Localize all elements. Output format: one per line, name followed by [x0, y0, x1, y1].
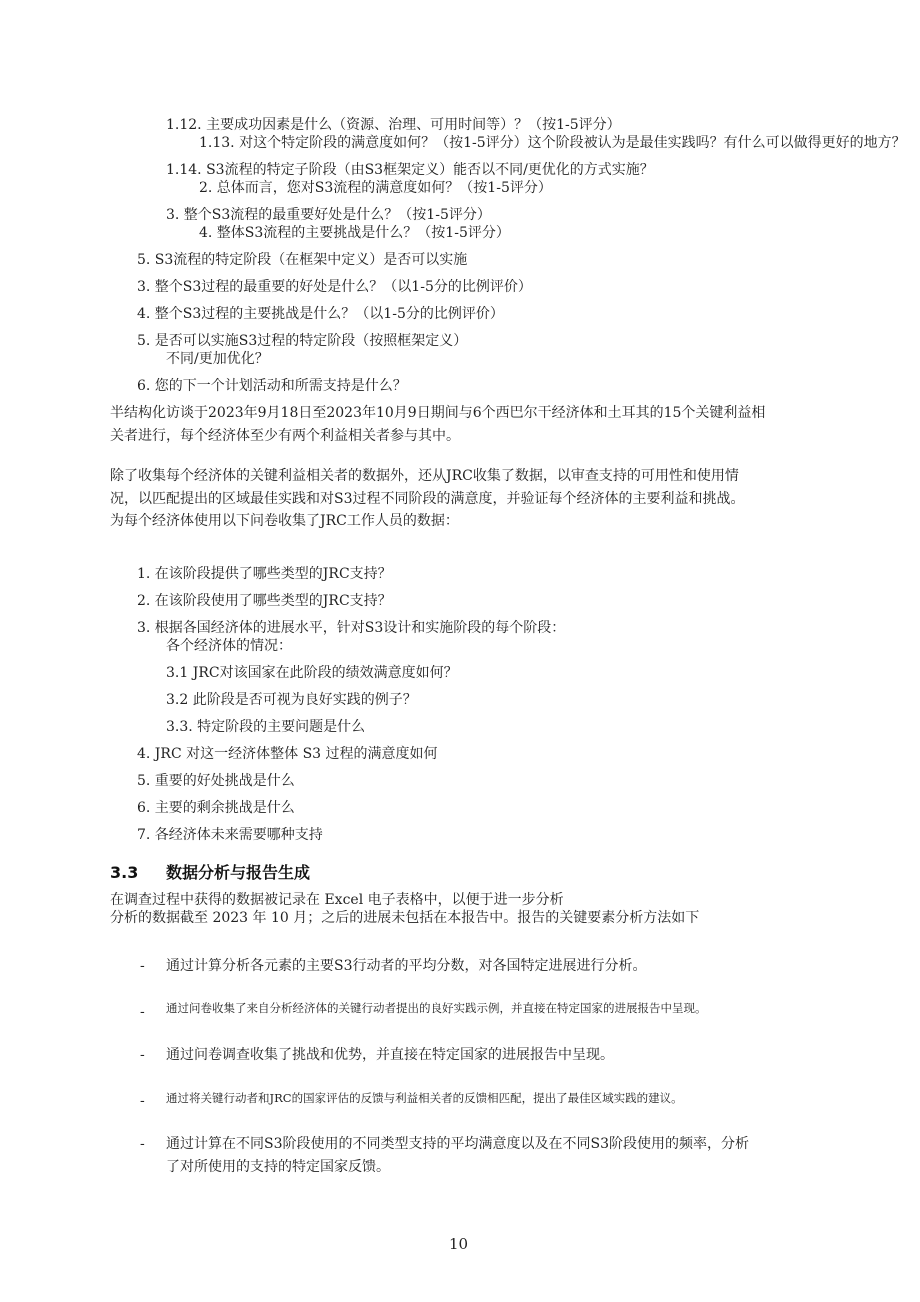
jrc-question-2: 2. 在该阶段使用了哪些类型的JRC支持？: [137, 593, 392, 609]
question-5: 5. S3流程的特定阶段（在框架中定义）是否可以实施: [137, 252, 468, 268]
jrc-question-3-2: 3.2 此阶段是否可视为良好实践的例子？: [166, 692, 417, 708]
question-6: 6. 您的下一个计划活动和所需支持是什么？: [137, 378, 407, 394]
question-4-alt: 4. 整个S3过程的主要挑战是什么？（以1-5分的比例评价）: [137, 306, 504, 322]
interviews-paragraph-line-2: 关者进行，每个经济体至少有两个利益相关者参与其中。: [110, 428, 460, 444]
question-3: 3. 整个S3流程的最重要好处是什么？（按1-5评分）: [166, 207, 491, 223]
bullet-text-line-1: 通过计算在不同S3阶段使用的不同类型支持的平均满意度以及在不同S3阶段使用的频率，分析: [166, 1136, 749, 1152]
jrc-question-5: 5. 重要的好处挑战是什么: [137, 773, 295, 789]
bullet-dash: -: [140, 1136, 145, 1152]
question-1-13: 1.13. 对这个特定阶段的满意度如何？（按1-5评分）这个阶段被认为是最佳实践吗？有什么可以做得更好的地方？: [199, 135, 906, 151]
interviews-paragraph-line-1: 半结构化访谈于2023年9月18日至2023年10月9日期间与6个西巴尔干经济体和土耳其的15个关键利益相: [110, 405, 766, 421]
jrc-question-6: 6. 主要的剩余挑战是什么: [137, 800, 295, 816]
page-number: 10: [449, 1235, 469, 1253]
bullet-dash: -: [140, 1047, 145, 1063]
jrc-question-3-1: 3.1 JRC对该国家在此阶段的绩效满意度如何？: [166, 665, 458, 681]
bullet-text: 通过问卷调查收集了挑战和优势，并直接在特定国家的进展报告中呈现。: [166, 1047, 614, 1063]
bullet-text-line-2: 了对所使用的支持的特定国家反馈。: [166, 1159, 390, 1175]
bullet-text: 通过计算分析各元素的主要S3行动者的平均分数，对各国特定进展进行分析。: [166, 958, 647, 974]
analysis-paragraph-line-2: 分析的数据截至 2023 年 10 月；之后的进展未包括在本报告中。报告的关键要素分析方法如下: [110, 910, 700, 926]
jrc-question-3: 3. 根据各国经济体的进展水平，针对S3设计和实施阶段的每个阶段：: [137, 620, 566, 636]
jrc-question-3-3: 3.3. 特定阶段的主要问题是什么: [166, 719, 366, 735]
section-number: 3.3: [110, 863, 139, 882]
bullet-text: 通过将关键行动者和JRC的国家评估的反馈与利益相关者的反馈相匹配，提出了最佳区域实践的建议。: [166, 1091, 683, 1105]
analysis-paragraph-line-1: 在调查过程中获得的数据被记录在 Excel 电子表格中，以便于进一步分析: [110, 892, 564, 908]
question-5-alt-continued: 不同/更加优化？: [166, 351, 269, 367]
bullet-dash: -: [140, 1004, 145, 1020]
jrc-question-1: 1. 在该阶段提供了哪些类型的JRC支持？: [137, 566, 392, 582]
question-1-14: 1.14. S3流程的特定子阶段（由S3框架定义）能否以不同/更优化的方式实施？: [166, 162, 654, 178]
question-4: 4. 整体S3流程的主要挑战是什么？（按1-5评分）: [199, 225, 510, 241]
jrc-paragraph-line-3: 为每个经济体使用以下问卷收集了JRC工作人员的数据：: [110, 513, 459, 529]
jrc-paragraph-line-2: 况，以匹配提出的区域最佳实践和对S3过程不同阶段的满意度，并验证每个经济体的主要利益和挑战。: [110, 491, 745, 507]
bullet-dash: -: [140, 958, 145, 974]
question-2: 2. 总体而言，您对S3流程的满意度如何？（按1-5评分）: [199, 180, 552, 196]
question-1-12: 1.12. 主要成功因素是什么（资源、治理、可用时间等）？（按1-5评分）: [166, 117, 621, 133]
question-3-alt: 3. 整个S3过程的最重要的好处是什么？（以1-5分的比例评价）: [137, 279, 532, 295]
question-5-alt: 5. 是否可以实施S3过程的特定阶段（按照框架定义）: [137, 333, 468, 349]
bullet-dash: -: [140, 1093, 145, 1109]
bullet-text: 通过问卷收集了来自分析经济体的关键行动者提出的良好实践示例，并直接在特定国家的进展报告中呈现。: [166, 1001, 707, 1015]
jrc-question-4: 4. JRC 对这一经济体整体 S3 过程的满意度如何: [137, 746, 438, 762]
jrc-paragraph-line-1: 除了收集每个经济体的关键利益相关者的数据外，还从JRC收集了数据，以审查支持的可用性和使用情: [110, 468, 739, 484]
jrc-question-3-continued: 各个经济体的情况：: [166, 638, 292, 654]
section-title: 数据分析与报告生成: [166, 863, 311, 882]
jrc-question-7: 7. 各经济体未来需要哪种支持: [137, 827, 323, 843]
